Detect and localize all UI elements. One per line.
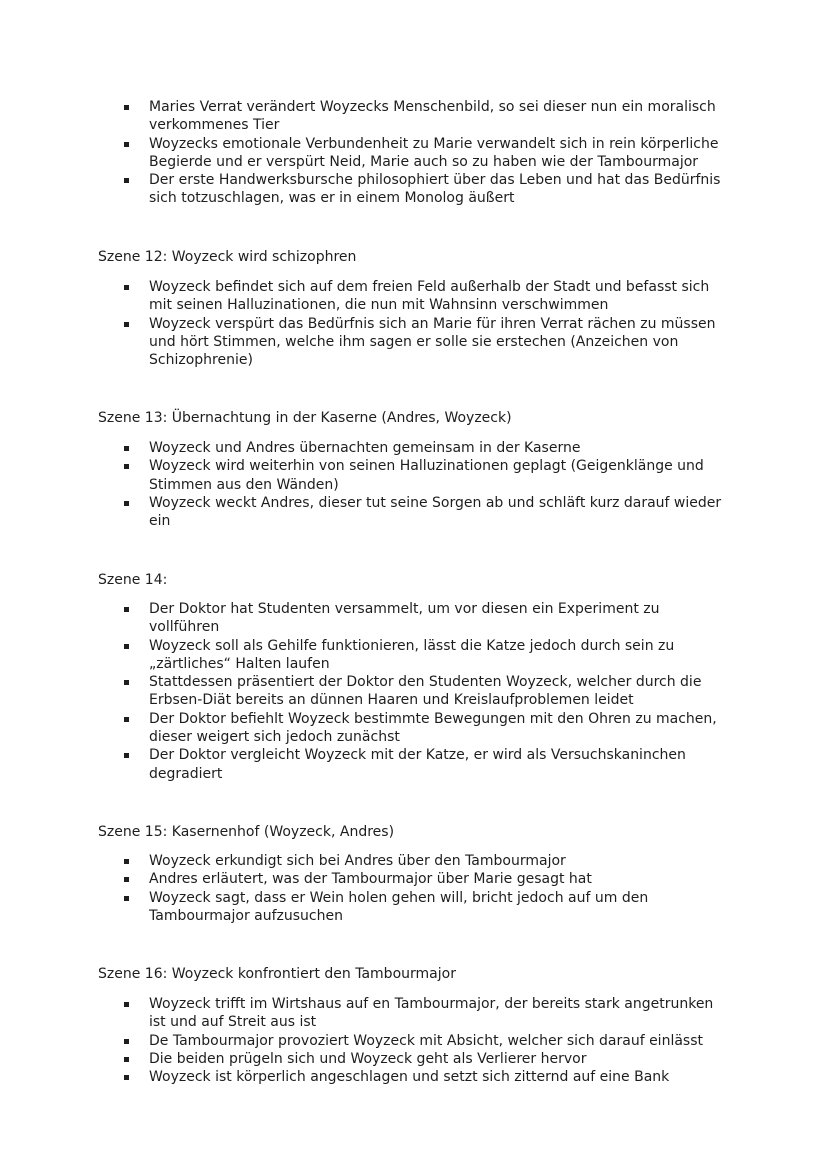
list-item: Woyzeck erkundigt sich bei Andres über den Tambourmajor <box>0 852 729 870</box>
scene-14-list <box>0 600 729 783</box>
scene-12-heading: Szene 12: Woyzeck wird schizophren <box>98 249 357 265</box>
list-item: Woyzeck wird weiterhin von seinen Halluzinationen geplagt (Geigenklänge und Stimmen aus den Wänden) <box>0 457 729 494</box>
list-item: Woyzeck verspürt das Bedürfnis sich an Marie für ihren Verrat rächen zu müssen und hört Stimmen, welche ihm sagen er solle sie erstechen (Anzeichen von Schizophrenie) <box>0 315 729 370</box>
bullet-icon <box>124 1002 129 1007</box>
bullet-icon <box>124 859 129 864</box>
list-item: Die beiden prügeln sich und Woyzeck geht als Verlierer hervor <box>0 1050 729 1068</box>
list-item: Der erste Handwerksbursche philosophiert über das Leben und hat das Bedürfnis sich totzuschlagen, was er in einem Monolog äußert <box>0 171 729 208</box>
bullet-icon <box>124 178 129 183</box>
bullet-icon <box>124 1039 129 1044</box>
bullet-icon <box>124 1057 129 1062</box>
list-item: Woyzeck soll als Gehilfe funktionieren, lässt die Katze jedoch durch sein zu „zärtliches“ Halten laufen <box>0 637 729 674</box>
bullet-icon <box>124 322 129 327</box>
list-item: Woyzecks emotionale Verbundenheit zu Marie verwandelt sich in rein körperliche Begierde und er verspürt Neid, Marie auch so zu haben wie der Tambourmajor <box>0 135 729 172</box>
list-item: Woyzeck ist körperlich angeschlagen und setzt sich zitternd auf eine Bank <box>0 1068 729 1086</box>
list-item: Stattdessen präsentiert der Doktor den Studenten Woyzeck, welcher durch die Erbsen-Diät bereits an dünnen Haaren und Kreislaufproblemen leidet <box>0 673 729 710</box>
list-item: Der Doktor hat Studenten versammelt, um vor diesen ein Experiment zu vollführen <box>0 600 729 637</box>
scene-13-heading: Szene 13: Übernachtung in der Kaserne (Andres, Woyzeck) <box>98 410 512 426</box>
bullet-icon <box>124 607 129 612</box>
scene-12-list <box>0 278 729 369</box>
bullet-icon <box>124 464 129 469</box>
bullet-icon <box>124 446 129 451</box>
scene-15-list <box>0 852 729 925</box>
intro-list <box>0 98 729 208</box>
scene-16-heading: Szene 16: Woyzeck konfrontiert den Tambourmajor <box>98 966 456 982</box>
list-item: Der Doktor befiehlt Woyzeck bestimmte Bewegungen mit den Ohren zu machen, dieser weigert sich jedoch zunächst <box>0 710 729 747</box>
list-item: Maries Verrat verändert Woyzecks Menschenbild, so sei dieser nun ein moralisch verkommenes Tier <box>0 98 729 135</box>
bullet-icon <box>124 285 129 290</box>
bullet-icon <box>124 644 129 649</box>
list-item: De Tambourmajor provoziert Woyzeck mit Absicht, welcher sich darauf einlässt <box>0 1032 729 1050</box>
list-item: Andres erläutert, was der Tambourmajor über Marie gesagt hat <box>0 870 729 888</box>
bullet-icon <box>124 105 129 110</box>
list-item: Der Doktor vergleicht Woyzeck mit der Katze, er wird als Versuchskaninchen degradiert <box>0 746 729 783</box>
list-item: Woyzeck sagt, dass er Wein holen gehen will, bricht jedoch auf um den Tambourmajor aufzusuchen <box>0 889 729 926</box>
bullet-icon <box>124 142 129 147</box>
list-item: Woyzeck weckt Andres, dieser tut seine Sorgen ab und schläft kurz darauf wieder ein <box>0 494 729 531</box>
bullet-icon <box>124 1075 129 1080</box>
scene-16-list <box>0 995 729 1086</box>
bullet-icon <box>124 680 129 685</box>
bullet-icon <box>124 753 129 758</box>
list-item: Woyzeck trifft im Wirtshaus auf en Tambourmajor, der bereits stark angetrunken ist und auf Streit aus ist <box>0 995 729 1032</box>
list-item: Woyzeck befindet sich auf dem freien Feld außerhalb der Stadt und befasst sich mit seinen Halluzinationen, die nun mit Wahnsinn verschwimmen <box>0 278 729 315</box>
bullet-icon <box>124 501 129 506</box>
bullet-icon <box>124 896 129 901</box>
list-item: Woyzeck und Andres übernachten gemeinsam in der Kaserne <box>0 439 729 457</box>
scene-14-heading: Szene 14: <box>98 572 168 588</box>
bullet-icon <box>124 717 129 722</box>
scene-13-list <box>0 439 729 530</box>
bullet-icon <box>124 877 129 882</box>
scene-15-heading: Szene 15: Kasernenhof (Woyzeck, Andres) <box>98 824 395 840</box>
